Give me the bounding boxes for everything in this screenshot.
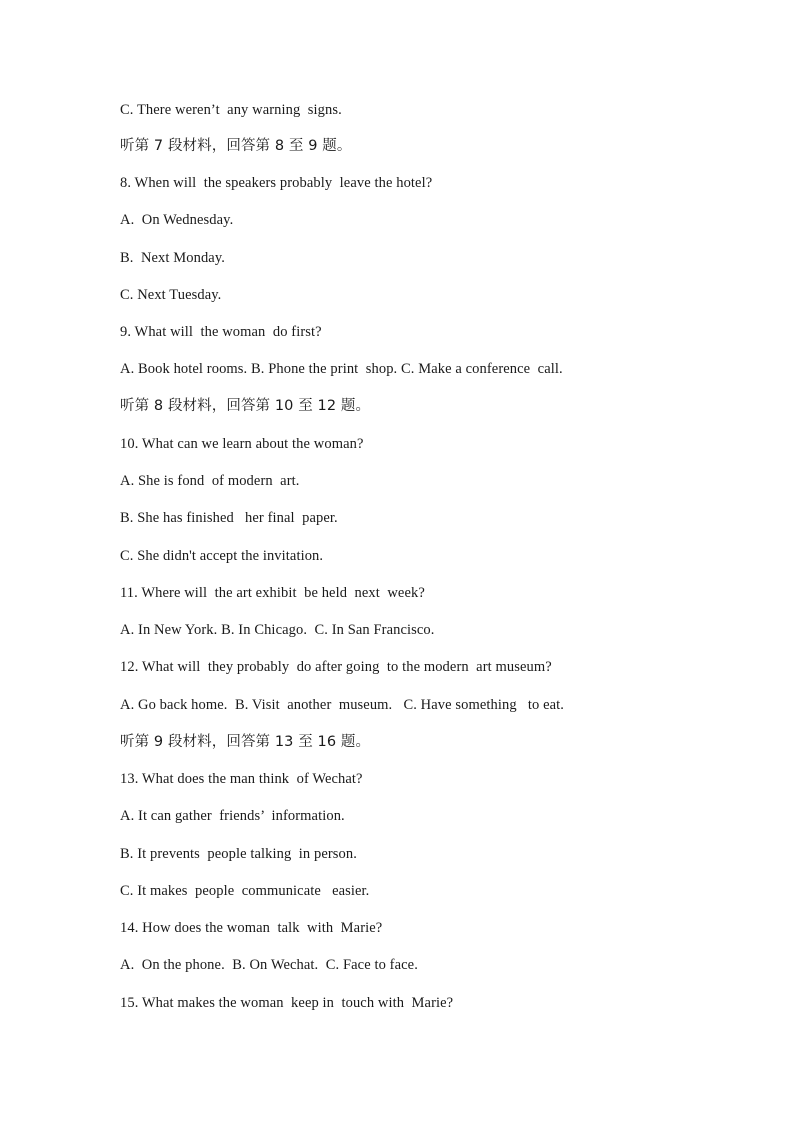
options-11: A. In New York. B. In Chicago. C. In San Francisco.: [120, 622, 435, 638]
section-heading-9: 听第 9 段材料，回答第 13 至 16 题。: [120, 734, 371, 750]
option-10c: C. She didn't accept the invitation.: [120, 548, 324, 564]
question-13: 13. What does the man think of Wechat?: [120, 771, 363, 787]
question-11: 11. Where will the art exhibit be held next week?: [120, 585, 425, 601]
question-12: 12. What will they probably do after going to the modern art museum?: [120, 659, 552, 675]
option-13b: B. It prevents people talking in person.: [120, 846, 357, 862]
question-8: 8. When will the speakers probably leave the hotel?: [120, 175, 433, 191]
question-15: 15. What makes the woman keep in touch with Marie?: [120, 995, 454, 1011]
options-14: A. On the phone. B. On Wechat. C. Face to face.: [120, 957, 418, 973]
options-12: A. Go back home. B. Visit another museum. C. Have something to eat.: [120, 697, 565, 713]
option-8b: B. Next Monday.: [120, 250, 225, 266]
question-10: 10. What can we learn about the woman?: [120, 436, 364, 452]
option-10a: A. She is fond of modern art.: [120, 473, 300, 489]
section-heading-7: 听第 7 段材料，回答第 8 至 9 题。: [120, 138, 352, 154]
section-heading-8: 听第 8 段材料，回答第 10 至 12 题。: [120, 398, 371, 414]
option-8c: C. Next Tuesday.: [120, 287, 222, 303]
question-9: 9. What will the woman do first?: [120, 324, 322, 340]
option-8a: A. On Wednesday.: [120, 212, 234, 228]
option-13a: A. It can gather friends’ information.: [120, 808, 345, 824]
option-13c: C. It makes people communicate easier.: [120, 883, 370, 899]
option-10b: B. She has finished her final paper.: [120, 510, 338, 526]
question-14: 14. How does the woman talk with Marie?: [120, 920, 383, 936]
option-7c: C. There weren’t any warning signs.: [120, 102, 342, 118]
options-9: A. Book hotel rooms. B. Phone the print shop. C. Make a conference call.: [120, 361, 563, 377]
